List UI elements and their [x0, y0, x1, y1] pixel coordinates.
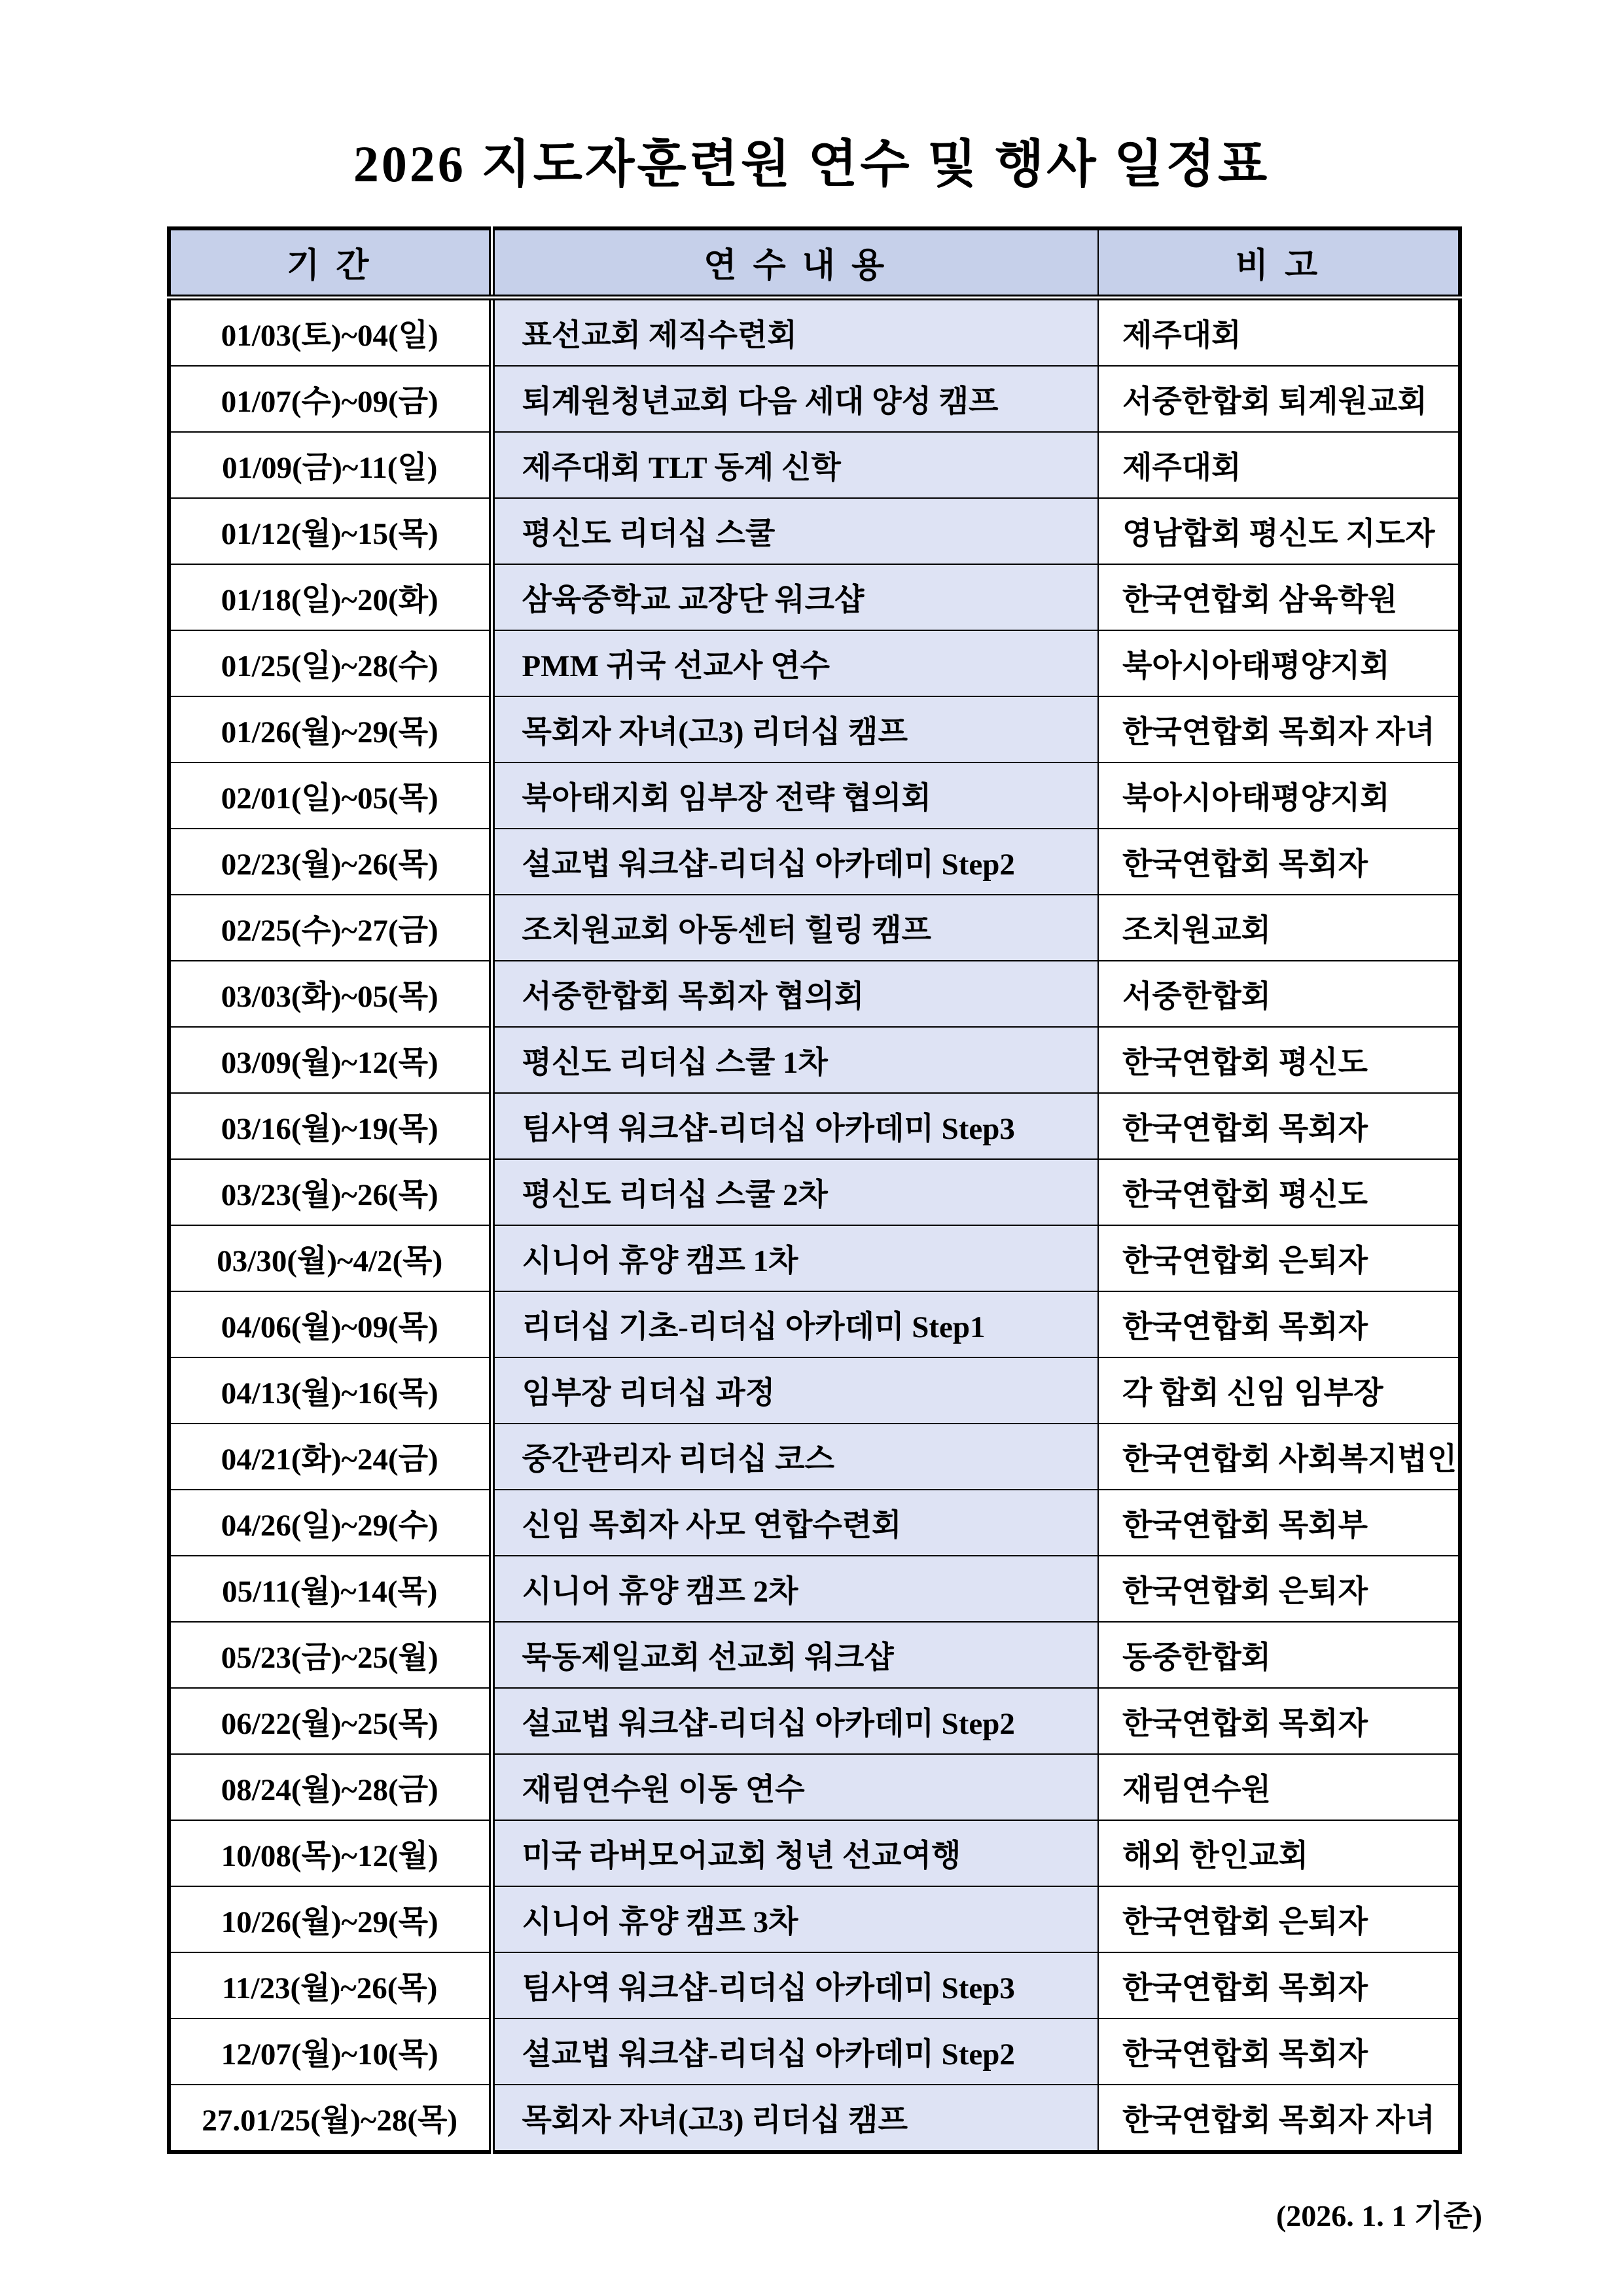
- table-row: [169, 762, 1460, 829]
- period-cell: 05/11(월)~14(목): [169, 1556, 491, 1622]
- content-cell: 시니어 휴양 캠프 3차: [491, 1886, 1098, 1952]
- note-cell: 한국연합회 평신도: [1098, 1159, 1460, 1225]
- content-cell: 평신도 리더십 스쿨 2차: [491, 1159, 1098, 1225]
- table-row: [169, 1357, 1460, 1424]
- table-row: [169, 2018, 1460, 2085]
- table-row: [169, 1886, 1460, 1952]
- period-cell: 02/25(수)~27(금): [169, 895, 491, 961]
- table-row: [169, 366, 1460, 432]
- period-cell: 02/01(일)~05(목): [169, 762, 491, 829]
- note-cell: 한국연합회 은퇴자: [1098, 1225, 1460, 1291]
- content-cell: 목회자 자녀(고3) 리더십 캠프: [491, 2085, 1098, 2152]
- table-row: [169, 1490, 1460, 1556]
- footer-note: (2026. 1. 1 기준): [1275, 2198, 1482, 2233]
- table-row: [169, 2085, 1460, 2152]
- table-row: [169, 432, 1460, 498]
- note-cell: 한국연합회 은퇴자: [1098, 1556, 1460, 1622]
- content-cell: 평신도 리더십 스쿨 1차: [491, 1027, 1098, 1093]
- note-cell: 동중한합회: [1098, 1622, 1460, 1688]
- content-cell: 평신도 리더십 스쿨: [491, 498, 1098, 564]
- content-cell: 삼육중학교 교장단 워크샵: [491, 564, 1098, 630]
- content-cell: 서중한합회 목회자 협의회: [491, 961, 1098, 1027]
- content-cell: 표선교회 제직수련회: [491, 297, 1098, 366]
- content-cell: 설교법 워크샵-리더십 아카데미 Step2: [491, 2018, 1098, 2085]
- content-cell: 퇴계원청년교회 다음 세대 양성 캠프: [491, 366, 1098, 432]
- note-cell: 한국연합회 삼육학원: [1098, 564, 1460, 630]
- period-cell: 04/21(화)~24(금): [169, 1424, 491, 1490]
- period-cell: 03/09(월)~12(목): [169, 1027, 491, 1093]
- table-row: [169, 1424, 1460, 1490]
- header-row: [169, 228, 1460, 298]
- note-cell: 제주대회: [1098, 297, 1460, 366]
- content-cell: 설교법 워크샵-리더십 아카데미 Step2: [491, 1688, 1098, 1754]
- table-row: [169, 1225, 1460, 1291]
- note-cell: 제주대회: [1098, 432, 1460, 498]
- period-cell: 10/26(월)~29(목): [169, 1886, 491, 1952]
- period-cell: 01/26(월)~29(목): [169, 696, 491, 762]
- note-cell: 조치원교회: [1098, 895, 1460, 961]
- note-cell: 한국연합회 목회부: [1098, 1490, 1460, 1556]
- note-cell: 한국연합회 목회자: [1098, 1291, 1460, 1357]
- content-cell: 리더십 기초-리더십 아카데미 Step1: [491, 1291, 1098, 1357]
- content-cell: 미국 라버모어교회 청년 선교여행: [491, 1820, 1098, 1886]
- content-cell: 북아태지회 임부장 전략 협의회: [491, 762, 1098, 829]
- period-cell: 03/03(화)~05(목): [169, 961, 491, 1027]
- table-row: [169, 1093, 1460, 1159]
- content-cell: 중간관리자 리더십 코스: [491, 1424, 1098, 1490]
- content-cell: 설교법 워크샵-리더십 아카데미 Step2: [491, 829, 1098, 895]
- period-cell: 08/24(월)~28(금): [169, 1754, 491, 1820]
- table-row: [169, 696, 1460, 762]
- table-row: [169, 895, 1460, 961]
- period-cell: 06/22(월)~25(목): [169, 1688, 491, 1754]
- content-cell: 묵동제일교회 선교회 워크샵: [491, 1622, 1098, 1688]
- table-row: [169, 1622, 1460, 1688]
- content-cell: 임부장 리더십 과정: [491, 1357, 1098, 1424]
- schedule-header: [169, 228, 1460, 298]
- period-cell: 04/06(월)~09(목): [169, 1291, 491, 1357]
- page-title: 2026 지도자훈련원 연수 및 행사 일정표: [353, 135, 1270, 192]
- note-cell: 해외 한인교회: [1098, 1820, 1460, 1886]
- content-cell: 조치원교회 아동센터 힐링 캠프: [491, 895, 1098, 961]
- content-cell: 시니어 휴양 캠프 1차: [491, 1225, 1098, 1291]
- period-cell: 04/13(월)~16(목): [169, 1357, 491, 1424]
- note-cell: 북아시아태평양지회: [1098, 762, 1460, 829]
- content-cell: 재림연수원 이동 연수: [491, 1754, 1098, 1820]
- note-cell: 한국연합회 평신도: [1098, 1027, 1460, 1093]
- period-cell: 10/08(목)~12(월): [169, 1820, 491, 1886]
- period-cell: 01/25(일)~28(수): [169, 630, 491, 696]
- note-cell: 한국연합회 목회자: [1098, 1688, 1460, 1754]
- table-row: [169, 961, 1460, 1027]
- content-cell: 팀사역 워크샵-리더십 아카데미 Step3: [491, 1952, 1098, 2018]
- content-cell: 팀사역 워크샵-리더십 아카데미 Step3: [491, 1093, 1098, 1159]
- header-content: 연 수 내 용: [491, 228, 1098, 298]
- period-cell: 01/09(금)~11(일): [169, 432, 491, 498]
- period-cell: 27.01/25(월)~28(목): [169, 2085, 491, 2152]
- period-cell: 03/30(월)~4/2(목): [169, 1225, 491, 1291]
- period-cell: 12/07(월)~10(목): [169, 2018, 491, 2085]
- schedule-body: [169, 297, 1460, 2152]
- note-cell: 한국연합회 목회자: [1098, 829, 1460, 895]
- table-row: [169, 1754, 1460, 1820]
- period-cell: 03/23(월)~26(목): [169, 1159, 491, 1225]
- header-period: 기 간: [169, 228, 491, 298]
- period-cell: 05/23(금)~25(월): [169, 1622, 491, 1688]
- period-cell: 01/07(수)~09(금): [169, 366, 491, 432]
- content-cell: 신임 목회자 사모 연합수련회: [491, 1490, 1098, 1556]
- note-cell: 서중한합회 퇴계원교회: [1098, 366, 1460, 432]
- table-row: [169, 1820, 1460, 1886]
- table-row: [169, 829, 1460, 895]
- note-cell: 영남합회 평신도 지도자: [1098, 498, 1460, 564]
- period-cell: 11/23(월)~26(목): [169, 1952, 491, 2018]
- schedule-table: [167, 226, 1462, 2154]
- period-cell: 04/26(일)~29(수): [169, 1490, 491, 1556]
- content-cell: 시니어 휴양 캠프 2차: [491, 1556, 1098, 1622]
- period-cell: 01/18(일)~20(화): [169, 564, 491, 630]
- period-cell: 03/16(월)~19(목): [169, 1093, 491, 1159]
- table-row: [169, 1688, 1460, 1754]
- content-cell: 제주대회 TLT 동계 신학: [491, 432, 1098, 498]
- note-cell: 한국연합회 목회자 자녀: [1098, 696, 1460, 762]
- note-cell: 한국연합회 은퇴자: [1098, 1886, 1460, 1952]
- content-cell: 목회자 자녀(고3) 리더십 캠프: [491, 696, 1098, 762]
- note-cell: 각 합회 신임 임부장: [1098, 1357, 1460, 1424]
- table-row: [169, 498, 1460, 564]
- period-cell: 01/03(토)~04(일): [169, 297, 491, 366]
- table-row: [169, 564, 1460, 630]
- period-cell: 01/12(월)~15(목): [169, 498, 491, 564]
- table-row: [169, 1291, 1460, 1357]
- content-cell: PMM 귀국 선교사 연수: [491, 630, 1098, 696]
- note-cell: 재림연수원: [1098, 1754, 1460, 1820]
- note-cell: 한국연합회 사회복지법인: [1098, 1424, 1460, 1490]
- table-row: [169, 1159, 1460, 1225]
- table-row: [169, 1952, 1460, 2018]
- table-row: [169, 1556, 1460, 1622]
- header-note: 비 고: [1098, 228, 1460, 298]
- note-cell: 한국연합회 목회자: [1098, 2018, 1460, 2085]
- table-row: [169, 1027, 1460, 1093]
- period-cell: 02/23(월)~26(목): [169, 829, 491, 895]
- table-row: [169, 630, 1460, 696]
- note-cell: 한국연합회 목회자: [1098, 1093, 1460, 1159]
- note-cell: 서중한합회: [1098, 961, 1460, 1027]
- table-row: [169, 297, 1460, 366]
- note-cell: 한국연합회 목회자: [1098, 1952, 1460, 2018]
- note-cell: 북아시아태평양지회: [1098, 630, 1460, 696]
- note-cell: 한국연합회 목회자 자녀: [1098, 2085, 1460, 2152]
